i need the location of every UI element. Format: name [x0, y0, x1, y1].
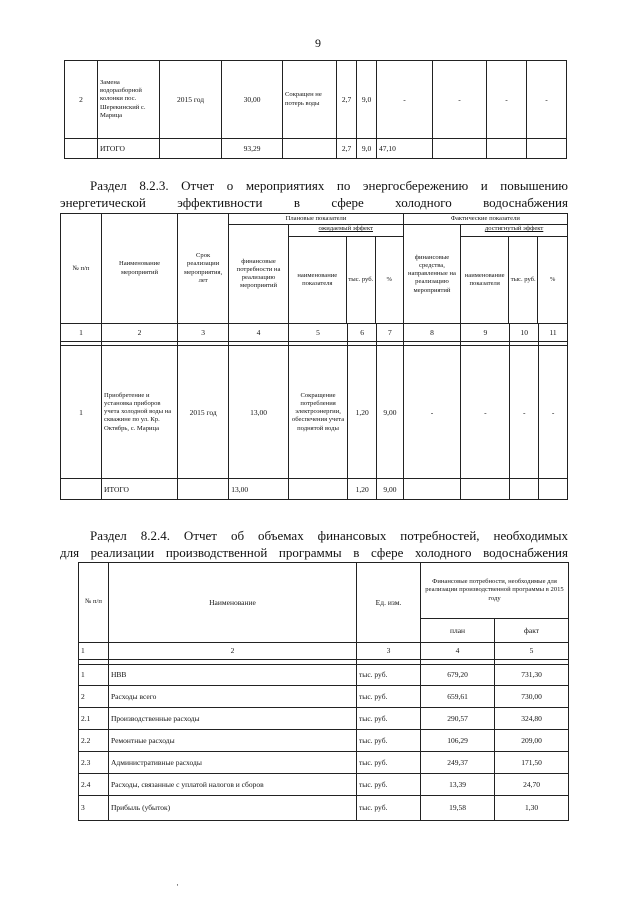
item-unit: тыс. руб.: [357, 665, 421, 686]
header-name: Наименование: [109, 563, 357, 643]
col-number: 9: [461, 324, 510, 342]
effect-indicator: [283, 139, 337, 159]
row-number: 2.3: [79, 752, 109, 774]
col-number: 5: [288, 324, 348, 342]
item-plan: 659,61: [421, 686, 495, 708]
table-row: [79, 774, 569, 796]
fact-indicator: -: [433, 61, 487, 139]
fact-thousand-rub: -: [510, 346, 539, 479]
header-fact: Фактические показатели: [403, 214, 567, 225]
event-name: Приобретение и установка приборов учета холодной воды на скважине по ул. Кр. Октябрь, с. Марица: [102, 346, 178, 479]
event-name: Замена водоразборной колонки пос. Шерекинский с. Марица: [98, 61, 160, 139]
event-period: 2015 год: [177, 346, 228, 479]
section-824-line2: для реализации производственной программы в сфере холодного водоснабжения: [60, 545, 568, 560]
col-number: 6: [348, 324, 377, 342]
header-achieved-effect: достигнутый эффект: [461, 225, 567, 237]
header-percent: %: [386, 276, 393, 284]
energy-saving-table: [60, 213, 568, 500]
row-number: 2.1: [79, 708, 109, 730]
col-number: 8: [403, 324, 460, 342]
effect-percent: 9,0: [357, 139, 377, 159]
col-number: 4: [421, 643, 495, 660]
item-fact: 171,50: [495, 752, 569, 774]
fact-financing: -: [403, 346, 460, 479]
effect-indicator: Сокращен не потерь воды: [283, 61, 337, 139]
fact-percent: -: [527, 61, 567, 139]
plan-financing: 13,00: [229, 346, 289, 479]
item-plan: 679,20: [421, 665, 495, 686]
col-number: 7: [377, 324, 404, 342]
section-823-line2: энергетической эффективности в сфере холодного водоснабжения: [60, 195, 568, 210]
header-thousand-rub: тыс. руб.: [347, 237, 376, 323]
page-number: 9: [315, 36, 321, 50]
table-row: [79, 796, 569, 821]
col-number: 1: [61, 324, 102, 342]
row-number: 2: [79, 686, 109, 708]
col-number: 3: [357, 643, 421, 660]
row-number: 3: [79, 796, 109, 821]
effect-percent: 9,0: [357, 61, 377, 139]
row-number: 1: [61, 346, 102, 479]
plan-financing: 93,29: [222, 139, 283, 159]
row-number: 2.2: [79, 730, 109, 752]
table-row: [65, 61, 567, 139]
table-row: [79, 686, 569, 708]
total-effect-percent: 9,00: [377, 479, 404, 500]
item-plan: 19,58: [421, 796, 495, 821]
item-plan: 290,57: [421, 708, 495, 730]
item-name: Расходы всего: [109, 686, 357, 708]
item-fact: 24,70: [495, 774, 569, 796]
table-row-total: [65, 139, 567, 159]
financial-needs-table: [78, 562, 569, 821]
effect-indicator: Сокращение потребления электроэнергии, обеспечения учета поднятой воды: [288, 346, 348, 479]
header-expected-effect: ожидаемый эффект: [289, 225, 403, 237]
table-row: [79, 752, 569, 774]
header-fact-thousand-rub: тыс. руб.: [509, 237, 538, 323]
item-fact: 1,30: [495, 796, 569, 821]
table-row: [79, 730, 569, 752]
item-fact: 324,80: [495, 708, 569, 730]
table-row-total: [61, 479, 568, 500]
header-plan: Плановые показатели: [229, 214, 403, 225]
plan-financing: 30,00: [222, 61, 283, 139]
item-name: Производственные расходы: [109, 708, 357, 730]
item-name: Административные расходы: [109, 752, 357, 774]
fact-percent: [527, 139, 567, 159]
item-unit: тыс. руб.: [357, 796, 421, 821]
item-unit: тыс. руб.: [357, 752, 421, 774]
table-row: [79, 665, 569, 686]
header-period: Срок реализации мероприятия, лет: [177, 214, 228, 324]
row-number: 1: [79, 665, 109, 686]
total-label: ИТОГО: [102, 479, 178, 500]
row-number: [65, 139, 98, 159]
item-name: Расходы, связанные с уплатой налогов и сборов: [109, 774, 357, 796]
item-unit: тыс. руб.: [357, 708, 421, 730]
events-table-continued: [64, 60, 567, 159]
scan-speck: ·: [176, 880, 179, 890]
item-name: Прибыль (убыток): [109, 796, 357, 821]
fact-financing: -: [377, 61, 433, 139]
item-fact: 731,30: [495, 665, 569, 686]
fact-thousand-rub: -: [487, 61, 527, 139]
header-plan: план: [421, 619, 495, 643]
col-number: 5: [495, 643, 569, 660]
fact-indicator: -: [461, 346, 510, 479]
section-823-heading: [60, 177, 568, 211]
item-unit: тыс. руб.: [357, 730, 421, 752]
header-unit: Ед. изм.: [357, 563, 421, 643]
header-plan-financing: финансовые потребности на реализацию мероприятий: [229, 225, 289, 324]
header-fact-financing: финансовые средства, направленные на реализацию мероприятий: [403, 225, 460, 324]
item-unit: тыс. руб.: [357, 774, 421, 796]
total-effect-thousand-rub: 1,20: [348, 479, 377, 500]
header-achieved-group: [461, 225, 568, 324]
effect-thousand-rub: 2,7: [337, 139, 357, 159]
effect-thousand-rub: 2,7: [337, 61, 357, 139]
event-name: ИТОГО: [98, 139, 160, 159]
header-name: Наименование мероприятий: [102, 214, 178, 324]
table-row: [79, 708, 569, 730]
section-823-line1: Раздел 8.2.3. Отчет о мероприятиях по энергосбережению и повышению: [90, 178, 568, 193]
item-fact: 209,00: [495, 730, 569, 752]
col-number: 11: [539, 324, 568, 342]
fact-thousand-rub: [487, 139, 527, 159]
total-plan-financing: 13,00: [229, 479, 289, 500]
item-plan: 106,29: [421, 730, 495, 752]
header-fact-indicator-name: наименование показателя: [461, 237, 509, 323]
column-numbers-row: [79, 643, 569, 660]
section-824-line1: Раздел 8.2.4. Отчет об объемах финансовых потребностей, необходимых: [90, 528, 568, 543]
item-plan: 13,39: [421, 774, 495, 796]
col-number: 4: [229, 324, 289, 342]
item-fact: 730,00: [495, 686, 569, 708]
header-fact: факт: [495, 619, 569, 643]
section-824-heading: [60, 527, 568, 561]
row-number: 2: [65, 61, 98, 139]
col-number: 10: [510, 324, 539, 342]
header-indicator-name: наименование показателя: [289, 237, 347, 323]
item-name: Ремонтные расходы: [109, 730, 357, 752]
fact-financing: 47,10: [377, 139, 433, 159]
column-numbers-row: [61, 324, 568, 342]
item-name: НВВ: [109, 665, 357, 686]
header-num: № п/п: [61, 214, 102, 324]
event-period: [160, 139, 222, 159]
header-fact-percent: %: [549, 276, 556, 284]
header-expected-group: [288, 225, 403, 324]
item-plan: 249,37: [421, 752, 495, 774]
header-financial-needs: Финансовые потребности, необходимые для реализации производственной программы в 2015 году: [421, 563, 569, 619]
table-row: [61, 346, 568, 479]
row-number: 2.4: [79, 774, 109, 796]
col-number: 1: [79, 643, 109, 660]
col-number: 2: [102, 324, 178, 342]
event-period: 2015 год: [160, 61, 222, 139]
effect-thousand-rub: 1,20: [348, 346, 377, 479]
fact-indicator: [433, 139, 487, 159]
header-num: № п/п: [79, 563, 109, 643]
item-unit: тыс. руб.: [357, 686, 421, 708]
fact-percent: -: [539, 346, 568, 479]
col-number: 3: [177, 324, 228, 342]
col-number: 2: [109, 643, 357, 660]
effect-percent: 9,00: [377, 346, 404, 479]
